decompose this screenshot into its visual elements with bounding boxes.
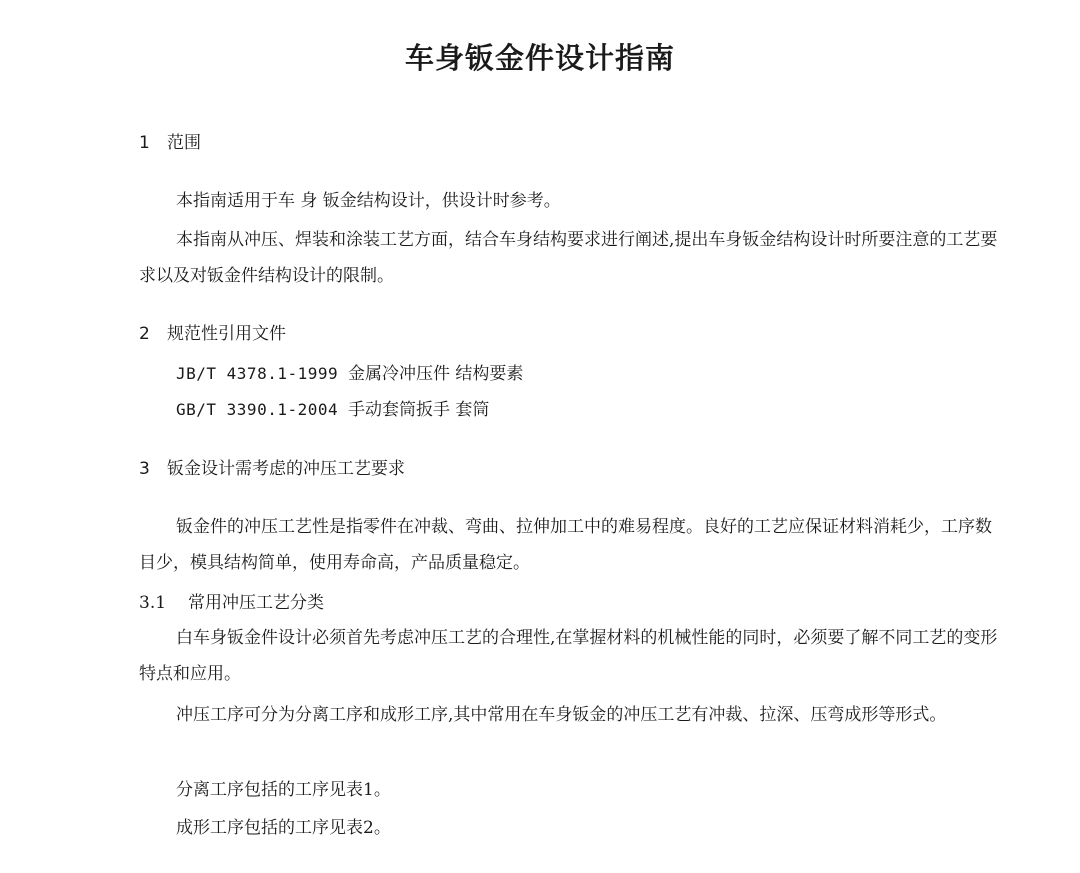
subsection-3-1-paragraph-1: 白车身钣金件设计必须首先考虑冲压工艺的合理性,在掌握材料的机械性能的同时，必须要了解不同工艺的变形特点和应用。: [139, 628, 998, 684]
reference-item: [176, 398, 489, 422]
subsection-3-1-paragraph-3: 分离工序包括的工序见表1。: [176, 780, 391, 800]
reference-name: 金属冷冲压件 结构要素: [348, 364, 524, 384]
section-1-paragraph-1: 本指南适用于车 身 钣金结构设计，供设计时参考。: [176, 191, 561, 211]
section-2-heading: [139, 322, 286, 346]
reference-code: GB/T 3390.1-2004: [176, 400, 339, 419]
section-3-number: 3: [139, 459, 150, 479]
section-3-heading: [139, 457, 405, 481]
subsection-3-1-heading: [139, 591, 324, 615]
section-1-paragraph-2: 本指南从冲压、焊装和涂装工艺方面，结合车身结构要求进行阐述,提出车身钣金结构设计时所要注意的工艺要求以及对钣金件结构设计的限制。: [139, 230, 998, 286]
section-3-paragraph-1: 钣金件的冲压工艺性是指零件在冲裁、弯曲、拉伸加工中的难易程度。良好的工艺应保证材料消耗少，工序数目少，模具结构简单，使用寿命高，产品质量稳定。: [139, 517, 992, 573]
reference-code: JB/T 4378.1-1999: [176, 364, 339, 383]
section-2-number: 2: [139, 324, 150, 344]
section-1-number: 1: [139, 133, 150, 153]
subsection-3-1-paragraph-2: 冲压工序可分为分离工序和成形工序,其中常用在车身钣金的冲压工艺有冲裁、拉深、压弯成形等形式。: [176, 705, 947, 725]
subsection-3-1-number: 3.1: [139, 593, 167, 613]
reference-item: [176, 362, 523, 386]
section-1-heading: [139, 131, 201, 155]
subsection-3-1-title: 常用冲压工艺分类: [188, 593, 324, 613]
reference-name: 手动套筒扳手 套筒: [348, 400, 490, 420]
section-1-title: 范围: [167, 133, 201, 153]
document-title: 车身钣金件设计指南: [404, 41, 675, 75]
subsection-3-1-paragraph-4: 成形工序包括的工序见表2。: [176, 818, 391, 838]
section-2-title: 规范性引用文件: [167, 324, 286, 344]
section-3-title: 钣金设计需考虑的冲压工艺要求: [167, 459, 405, 479]
